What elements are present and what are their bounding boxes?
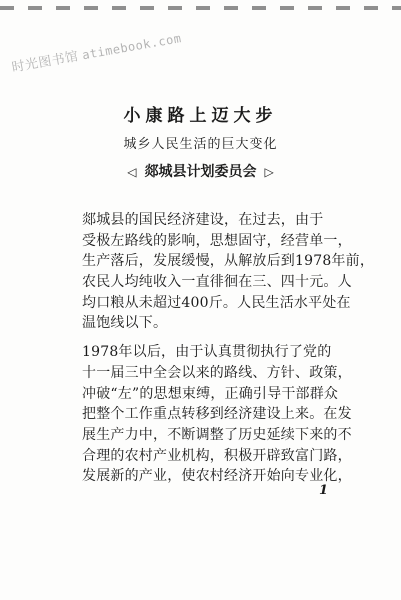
text-line: 展生产力中，不断调整了历史延续下来的不 bbox=[82, 426, 352, 443]
article-author bbox=[0, 161, 401, 181]
text-line: 温饱线以下。 bbox=[82, 315, 168, 332]
author-name: 郯城县计划委员会 bbox=[144, 164, 257, 180]
text-line: 郯城县的国民经济建设，在过去，由于 bbox=[82, 212, 324, 228]
text-line: 发展新的产业，使农村经济开始向专业化， bbox=[82, 468, 352, 485]
top-dashed-rule bbox=[0, 6, 401, 10]
text-line: 把整个工作重点转移到经济建设上来。在发 bbox=[82, 406, 352, 423]
article-body bbox=[82, 210, 375, 487]
paragraph-1 bbox=[82, 210, 375, 334]
article-subtitle: 城乡人民生活的巨大变化 bbox=[123, 137, 278, 152]
right-triangle-icon: ▷ bbox=[264, 165, 274, 179]
left-triangle-icon: ◁ bbox=[127, 165, 137, 179]
text-line: 均口粮从未超过400斤。人民生活水平处在 bbox=[82, 294, 351, 311]
text-line: 生产落后，发展缓慢，从解放后到1978年前， bbox=[82, 253, 375, 270]
text-line: 受极左路线的影响，思想固守，经营单一， bbox=[82, 232, 352, 249]
page-number: 1 bbox=[319, 483, 329, 498]
text-line: 十一届三中全会以来的路线、方针、政策， bbox=[82, 364, 352, 381]
watermark-url: atimebook.com bbox=[81, 31, 183, 63]
watermark bbox=[10, 27, 183, 76]
text-line: 农民人均纯收入一直徘徊在三、四十元。人 bbox=[82, 274, 352, 291]
text-line: 1978年以后，由于认真贯彻执行了党的 bbox=[82, 344, 332, 361]
text-line: 合理的农村产业机构，积极开辟致富门路， bbox=[82, 447, 352, 464]
article-title: 小康路上迈大步 bbox=[123, 106, 278, 126]
watermark-site: 时光图书馆 bbox=[10, 49, 80, 76]
paragraph-2 bbox=[82, 342, 352, 487]
text-line: 冲破“左”的思想束缚，正确引导干部群众 bbox=[82, 385, 339, 402]
